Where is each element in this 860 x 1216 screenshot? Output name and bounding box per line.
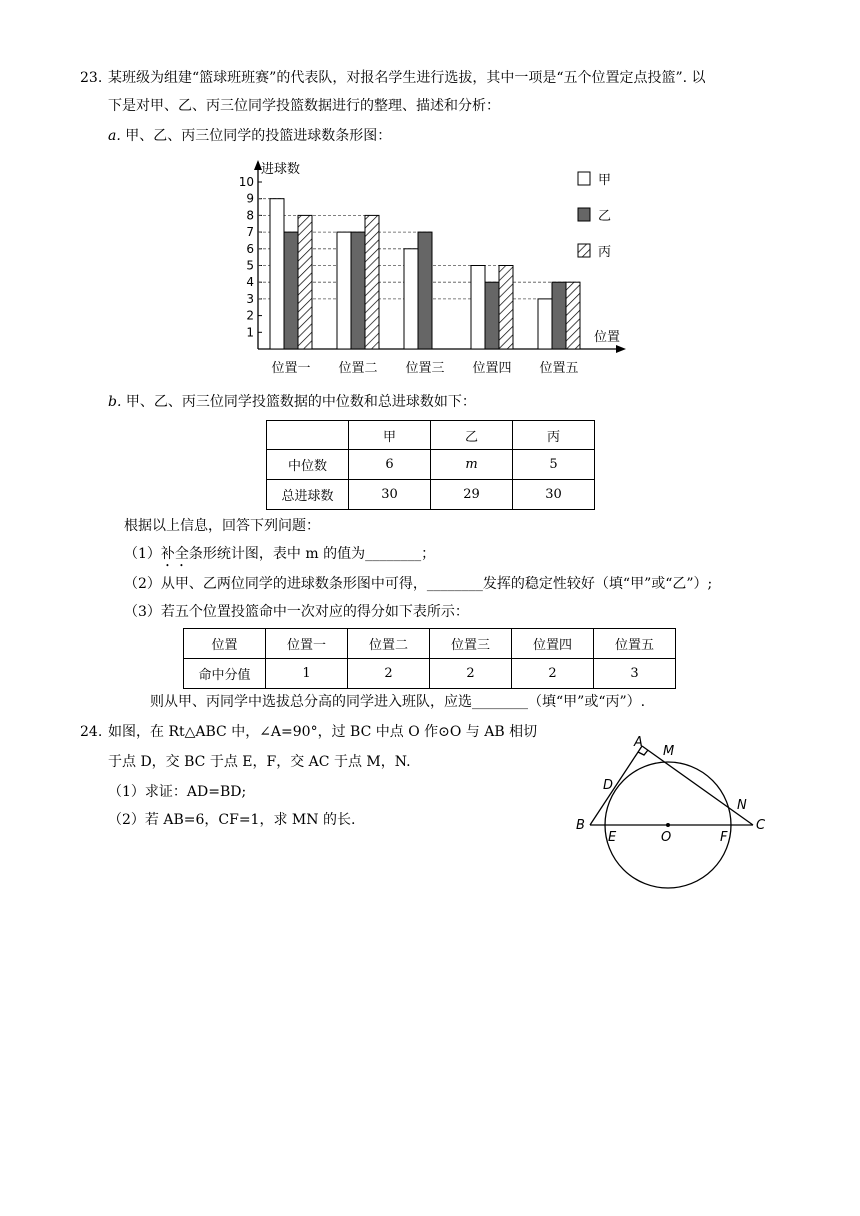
table1-cell: 30 (513, 480, 595, 510)
bar (284, 232, 298, 349)
y-tick-label: 3 (246, 291, 254, 306)
label-b: B (576, 818, 585, 833)
bar (337, 232, 351, 349)
q23-a-label: a. (108, 128, 121, 144)
bar (485, 282, 499, 349)
table1-cell: 29 (431, 480, 513, 510)
bar (298, 215, 312, 349)
y-tick-label: 5 (246, 258, 254, 273)
q24-part1: （1）求证：AD=BD; (108, 784, 247, 800)
y-axis-label: 进球数 (261, 162, 301, 177)
y-tick-label: 7 (246, 225, 254, 240)
table2-cell: 3 (594, 659, 676, 689)
label-f: F (720, 830, 728, 845)
q23-a-item (108, 126, 391, 146)
table2-header: 位置五 (594, 629, 676, 659)
x-tick-label: 位置二 (338, 361, 378, 376)
x-tick-label: 位置一 (271, 361, 311, 376)
label-m: M (663, 744, 675, 759)
table2-header: 位置二 (348, 629, 430, 659)
x-axis-arrow (616, 345, 626, 353)
table2-header: 位置四 (512, 629, 594, 659)
x-tick-label: 位置三 (405, 361, 445, 376)
label-d: D (603, 778, 614, 793)
table2-cell: 2 (348, 659, 430, 689)
segment-ab (590, 746, 642, 825)
bar (499, 266, 513, 350)
table2-cell: 2 (430, 659, 512, 689)
label-o: O (661, 830, 672, 845)
q23-line1: 某班级为组建“篮球班班赛”的代表队，对报名学生进行选拔，其中一项是“五个位置定点投篮”. 以 (108, 70, 706, 86)
bar (404, 249, 418, 349)
table1-header: 乙 (431, 421, 513, 450)
label-n: N (737, 798, 747, 813)
q23-a-text: 甲、乙、丙三位同学的投篮进球数条形图： (125, 128, 392, 144)
y-tick-label: 4 (246, 275, 254, 290)
bar (270, 199, 284, 349)
bar (538, 299, 552, 349)
table2-cell: 命中分值 (184, 659, 266, 689)
median-total-table (266, 420, 595, 510)
q23-part3-end: 则从甲、丙同学中选拔总分高的同学进入班队，应选________（填“甲”或“丙”）. (150, 694, 646, 710)
bar (566, 282, 580, 349)
y-tick-label: 8 (246, 208, 254, 223)
q23-b-label: b. (108, 394, 122, 410)
center-point (666, 823, 670, 827)
legend-swatch (578, 244, 590, 257)
part1-number: （1） (124, 546, 161, 562)
legend-label: 甲 (598, 173, 612, 188)
table1-header: 甲 (349, 421, 431, 450)
table2-header: 位置三 (430, 629, 512, 659)
table1-header: 丙 (513, 421, 595, 450)
table1-header (267, 421, 349, 450)
legend-swatch (578, 208, 590, 221)
table1-cell: 6 (349, 450, 431, 480)
y-tick-label: 10 (238, 175, 254, 189)
table2-cell: 2 (512, 659, 594, 689)
q23-part2: （2）从甲、乙两位同学的进球数条形图中可得，________发挥的稳定性较好（填“甲”或“乙”）; (124, 576, 713, 592)
x-tick-label: 位置四 (472, 361, 512, 376)
x-tick-label: 位置五 (539, 361, 579, 376)
q23-part1 (124, 544, 435, 570)
q24-part2: （2）若 AB=6，CF=1，求 MN 的长. (108, 812, 356, 828)
q24-line1: 如图，在 Rt△ABC 中，∠A=90°，过 BC 中点 O 作⊙O 与 AB 相切 (108, 724, 538, 740)
part1-text: 条形统计图，表中 m 的值为________； (188, 546, 436, 562)
q23-prompt: 根据以上信息，回答下列问题： (124, 518, 320, 534)
q24-number: 24. (80, 724, 103, 740)
geometry-figure (570, 728, 780, 898)
bar (552, 282, 566, 349)
y-tick-label: 6 (246, 241, 254, 256)
score-table (183, 628, 676, 689)
y-tick-label: 1 (246, 325, 254, 340)
q23-part3: （3）若五个位置投篮命中一次对应的得分如下表所示： (124, 604, 469, 620)
table1-cell: 5 (513, 450, 595, 480)
q23-b-item (108, 392, 476, 412)
label-c: C (756, 818, 766, 833)
legend-label: 乙 (598, 209, 612, 224)
table2-cell: 1 (266, 659, 348, 689)
table1-cell: 中位数 (267, 450, 349, 480)
part1-emphasis: 补全 (160, 546, 189, 562)
segment-ac (642, 746, 753, 825)
q23-line2: 下是对甲、乙、丙三位同学投篮数据进行的整理、描述和分析： (108, 98, 500, 114)
bar (351, 232, 365, 349)
y-tick-label: 2 (246, 308, 254, 323)
label-e: E (608, 830, 617, 845)
y-tick-label: 9 (246, 191, 254, 206)
table2-header: 位置 (184, 629, 266, 659)
q24-line2: 于点 D，交 BC 于点 E，F，交 AC 于点 M，N. (108, 754, 411, 770)
legend-label: 丙 (598, 245, 612, 260)
bar (418, 232, 432, 349)
q23-b-text: 甲、乙、丙三位同学投篮数据的中位数和总进球数如下： (125, 394, 476, 410)
label-a: A (634, 735, 643, 750)
table1-cell: m (431, 450, 513, 480)
bar (365, 215, 379, 349)
table1-cell: 总进球数 (267, 480, 349, 510)
table1-cell: 30 (349, 480, 431, 510)
q23-number: 23. (80, 70, 103, 86)
table2-header: 位置一 (266, 629, 348, 659)
legend-swatch (578, 172, 590, 185)
bar (471, 266, 485, 350)
bar-chart (220, 152, 640, 382)
x-axis-label: 位置 (594, 330, 621, 345)
